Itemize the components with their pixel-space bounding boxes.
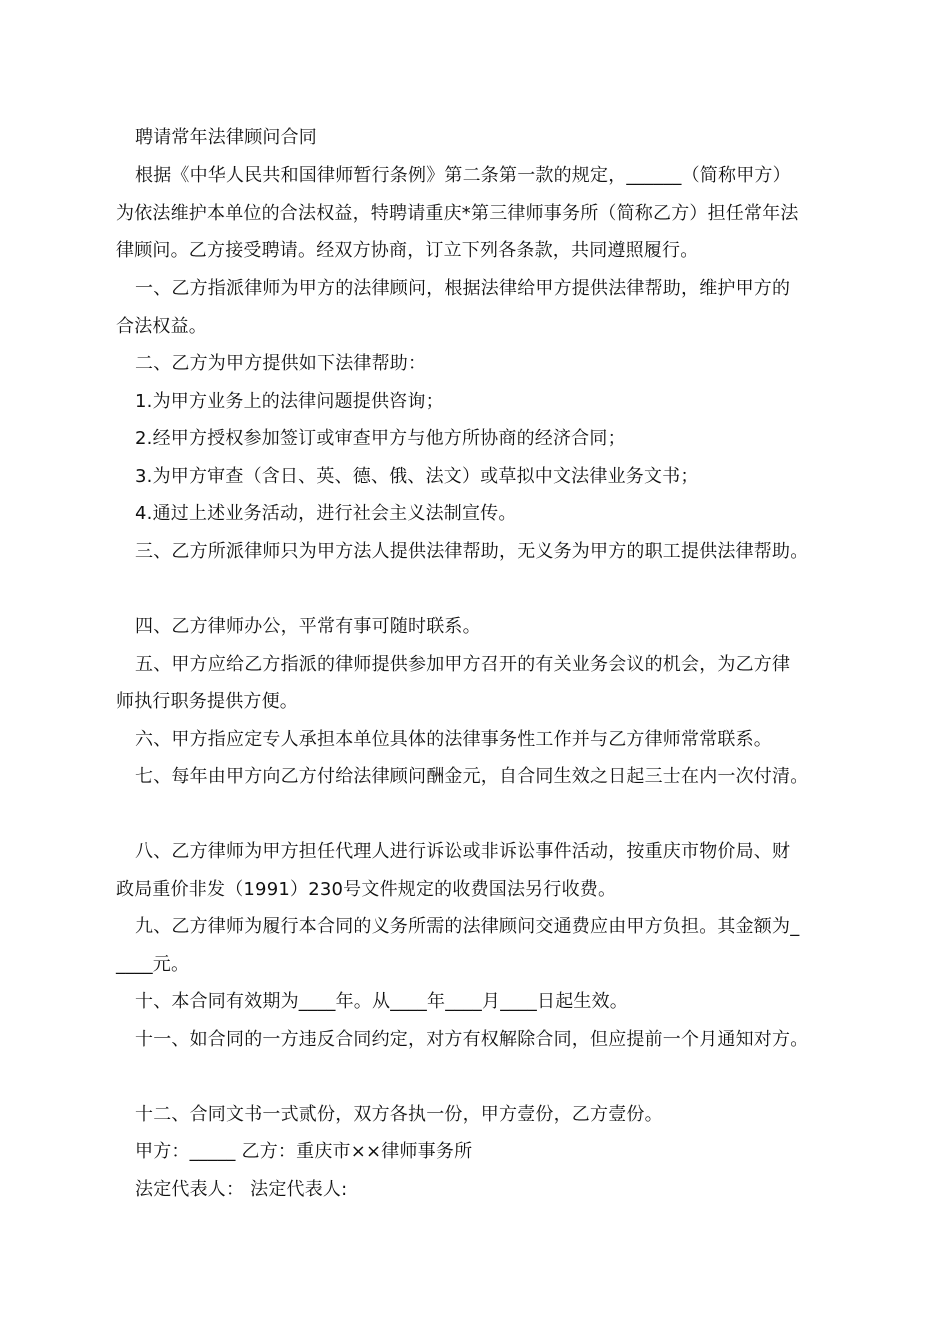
paragraph-line: 律顾问。乙方接受聘请。经双方协商，订立下列各条款，共同遵照履行。: [116, 240, 699, 261]
clause-6: 六、甲方指应定专人承担本单位具体的法律事务性工作并与乙方律师常常联系。: [135, 729, 772, 750]
clause-11: 十一、如合同的一方违反合同约定，对方有权解除合同，但应提前一个月通知对方。: [135, 1029, 809, 1050]
clause-5: 五、甲方应给乙方指派的律师提供参加甲方召开的有关业务会议的机会，为乙方律: [135, 654, 791, 675]
paragraph-line: 师执行职务提供方便。: [116, 691, 298, 712]
list-item: 1.为甲方业务上的法律问题提供咨询；: [135, 391, 444, 412]
paragraph-line: 政局重价非发（1991）230号文件规定的收费国法另行收费。: [116, 879, 617, 900]
document-title: 聘请常年法律顾问合同: [135, 127, 317, 148]
list-item: 4.通过上述业务活动，进行社会主义法制宣传。: [135, 503, 517, 524]
clause-9: 九、乙方律师为履行本合同的义务所需的法律顾问交通费应由甲方负担。其金额为_: [135, 916, 800, 937]
paragraph-line: 为依法维护本单位的合法权益，特聘请重庆*第三律师事务所（简称乙方）担任常年法: [116, 203, 799, 224]
signature-representatives: 法定代表人： 法定代表人:: [135, 1179, 348, 1200]
clause-2: 二、乙方为甲方提供如下法律帮助：: [135, 353, 427, 374]
clause-8: 八、乙方律师为甲方担任代理人进行诉讼或非诉讼事件活动，按重庆市物价局、财: [135, 841, 791, 862]
clause-10: 十、本合同有效期为____年。从____年____月____日起生效。: [135, 991, 628, 1012]
clause-7: 七、每年由甲方向乙方付给法律顾问酬金元，自合同生效之日起三士在内一次付清。: [135, 766, 809, 787]
paragraph-line: 根据《中华人民共和国律师暂行条例》第二条第一款的规定，______（简称甲方）: [135, 165, 791, 186]
clause-1: 一、乙方指派律师为甲方的法律顾问，根据法律给甲方提供法律帮助，维护甲方的: [135, 278, 791, 299]
clause-3: 三、乙方所派律师只为甲方法人提供法律帮助，无义务为甲方的职工提供法律帮助。: [135, 541, 809, 562]
paragraph-line: ____元。: [116, 954, 190, 975]
list-item: 2.经甲方授权参加签订或审查甲方与他方所协商的经济合同；: [135, 428, 626, 449]
list-item: 3.为甲方审查（含日、英、德、俄、法文）或草拟中文法律业务文书；: [135, 466, 699, 487]
paragraph-line: 合法权益。: [116, 316, 207, 337]
clause-4: 四、乙方律师办公，平常有事可随时联系。: [135, 616, 481, 637]
clause-12: 十二、合同文书一式贰份，双方各执一份，甲方壹份，乙方壹份。: [135, 1104, 663, 1125]
signature-parties: 甲方：_____ 乙方：重庆市××律师事务所: [135, 1141, 473, 1162]
